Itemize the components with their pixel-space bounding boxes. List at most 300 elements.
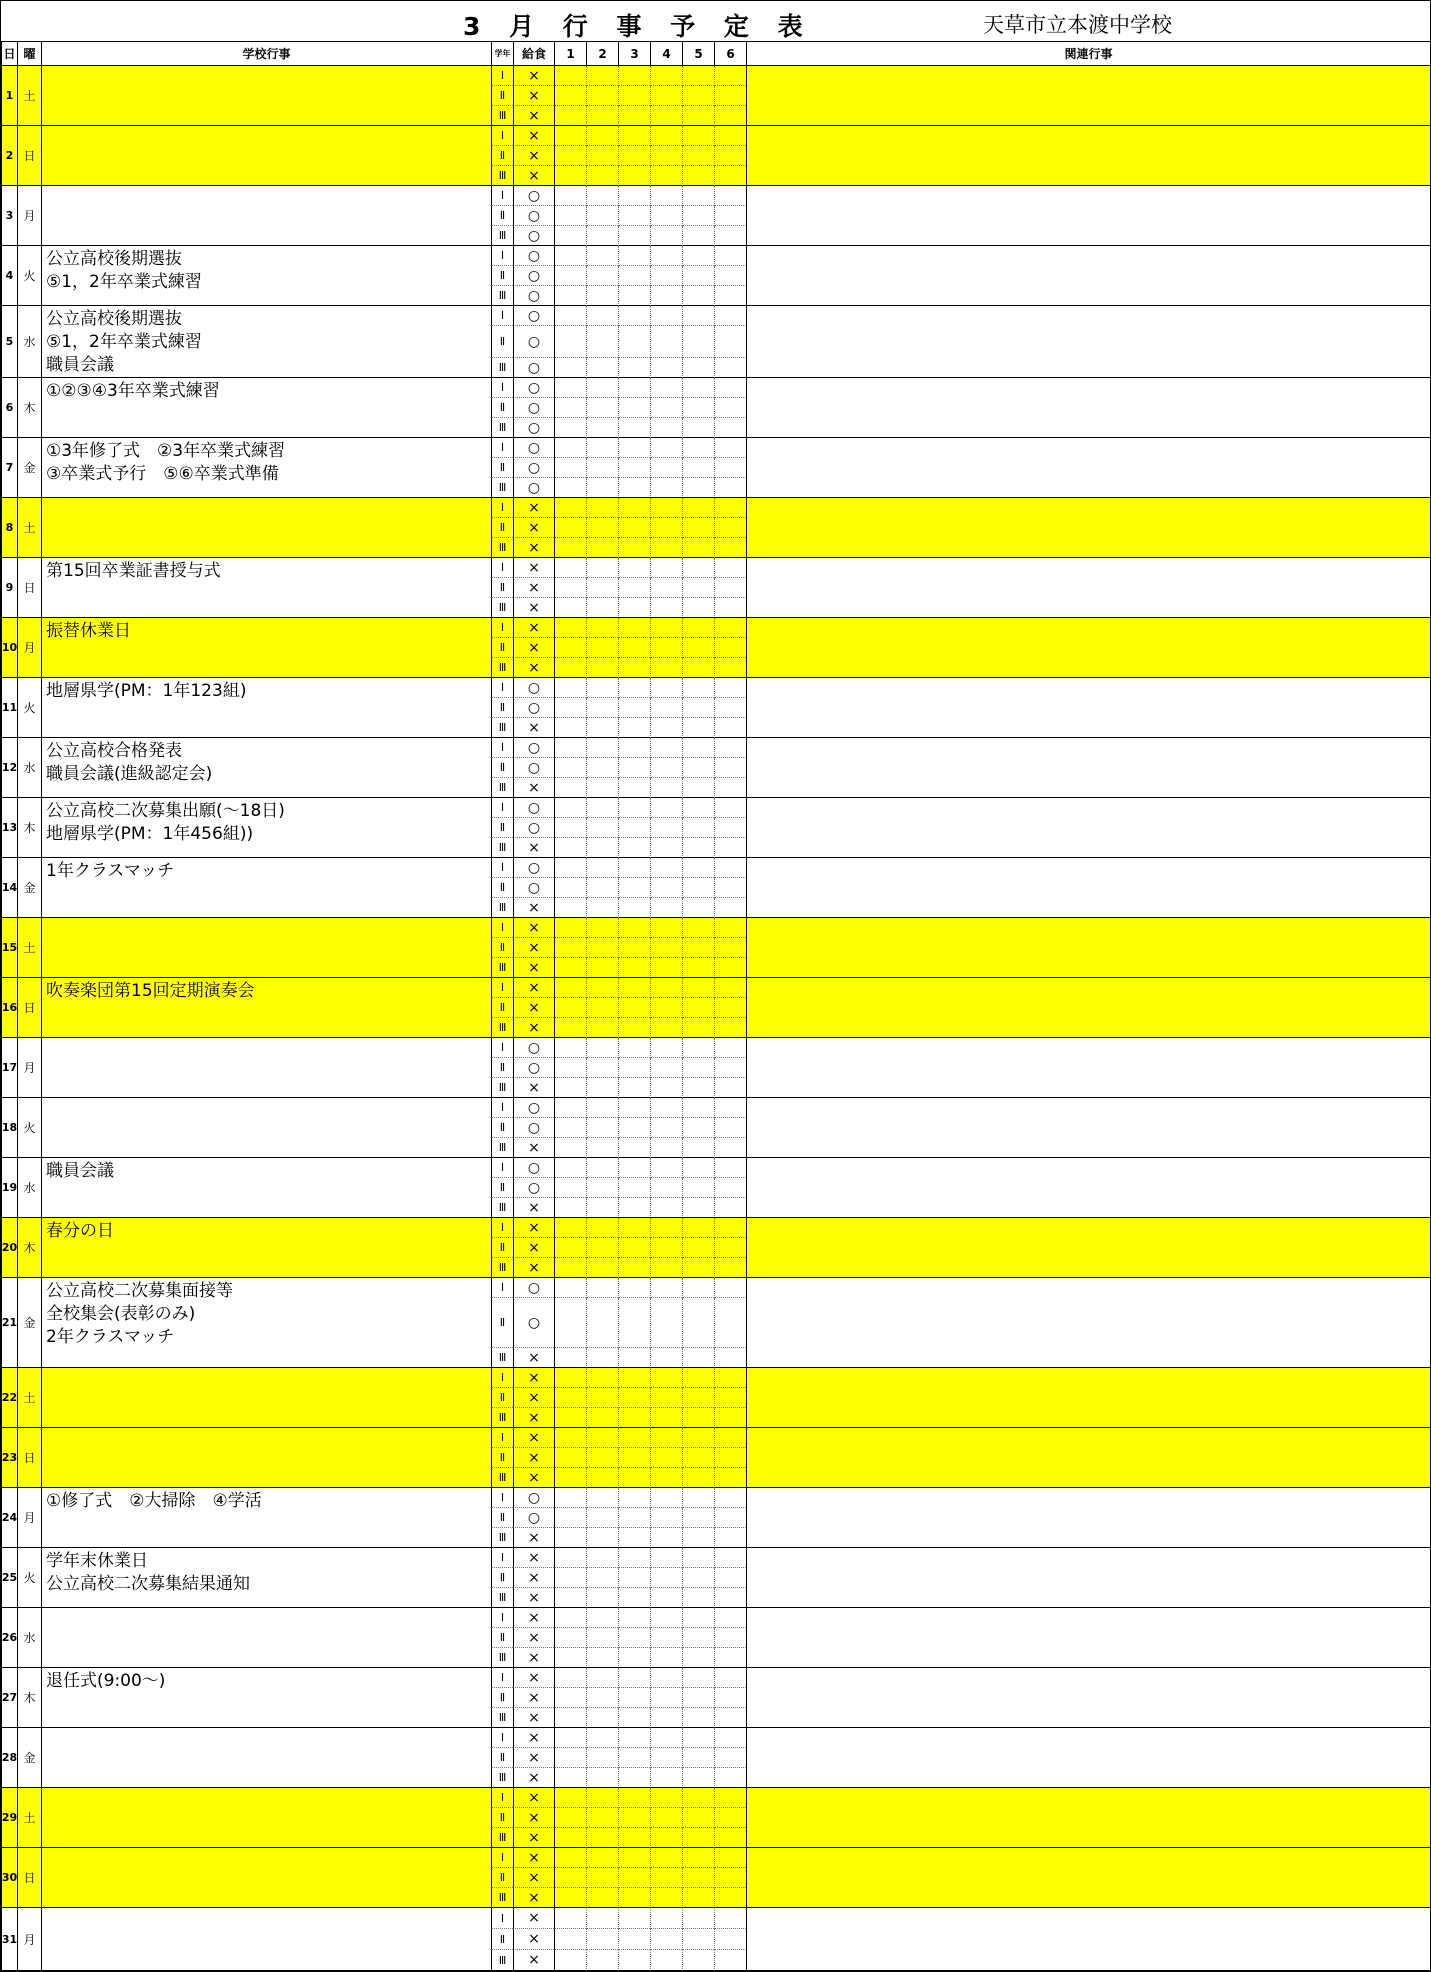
period-2-cell [586,1648,618,1668]
period-3-cell [618,798,650,818]
period-6-cell [714,658,746,678]
period-1-cell [554,558,586,578]
period-3-cell [618,1218,650,1238]
grade-label: Ⅰ [500,1611,505,1624]
grade-label: Ⅲ [498,481,507,494]
meal-cell [513,698,554,718]
period-2-cell [586,1508,618,1528]
period-6-cell [714,1788,746,1808]
grade-label: Ⅱ [499,1451,506,1464]
grade-label: Ⅰ [500,69,505,82]
period-6-cell [714,1929,746,1950]
period-2-cell [586,1198,618,1218]
period-1-cell [554,166,586,186]
period-4-cell [650,146,682,166]
meal-status: × [528,1569,540,1586]
period-2-cell [586,1868,618,1888]
period-4-cell [650,226,682,246]
meal-cell [513,1648,554,1668]
school-events-cell [41,918,491,978]
meal-status: × [528,1589,540,1606]
meal-cell [513,1368,554,1388]
related-events-cell [746,678,1430,738]
period-2-cell [586,478,618,498]
day-number: 24 [1,1511,17,1524]
period-2-cell [586,1218,618,1238]
period-6-cell [714,1708,746,1728]
period-5-cell [682,518,714,538]
weekday-label: 月 [23,209,36,223]
period-5-cell [682,658,714,678]
grade-label-cell [491,1238,513,1258]
meal-status: ○ [527,1119,541,1136]
grade-label-cell [491,1728,513,1748]
period-4-cell [650,1078,682,1098]
grade-label-cell [491,1568,513,1588]
meal-cell [513,518,554,538]
period-5-cell [682,1688,714,1708]
meal-cell [513,1868,554,1888]
meal-status: × [528,1952,540,1968]
period-6-cell [714,1198,746,1218]
grade-label-cell [491,286,513,306]
period-4-cell [650,678,682,698]
period-3-cell [618,1868,650,1888]
related-events-cell [746,246,1430,306]
meal-status: ○ [527,819,541,836]
period-2-cell [586,838,618,858]
grade-label-cell [491,418,513,438]
weekday-cell [17,1158,41,1218]
period-4-cell [650,1348,682,1368]
period-5-cell [682,1708,714,1728]
weekday-cell [17,618,41,678]
period-3-cell [618,226,650,246]
grade-label-cell [491,1808,513,1828]
period-3-cell [618,1278,650,1298]
period-6-cell [714,1058,746,1078]
period-4-cell [650,1768,682,1788]
day-number-cell [1,1848,17,1908]
related-events-cell [746,306,1430,378]
period-2-cell [586,166,618,186]
period-2-cell [586,1608,618,1628]
period-6-cell [714,1588,746,1608]
period-4-cell [650,126,682,146]
period-3-cell [618,1929,650,1950]
weekday-cell [17,1848,41,1908]
period-6-cell [714,166,746,186]
period-6-cell [714,618,746,638]
school-event: 1年クラスマッチ [46,861,175,881]
grade-label: Ⅲ [498,1953,507,1967]
period-3-cell [618,1950,650,1971]
period-3-cell [618,1508,650,1528]
period-5-cell [682,1768,714,1788]
meal-status: × [528,127,540,144]
meal-cell [513,938,554,958]
period-4-cell [650,598,682,618]
meal-cell [513,1788,554,1808]
weekday-label: 日 [23,149,36,163]
related-events-cell [746,558,1430,618]
period-4-cell [650,418,682,438]
day-number: 31 [1,1932,17,1946]
meal-status: × [528,1789,540,1806]
period-4-cell [650,106,682,126]
meal-cell [513,778,554,798]
period-3-cell [618,1748,650,1768]
meal-status: ○ [527,227,541,244]
period-1-cell [554,978,586,998]
period-3-cell [618,758,650,778]
period-3-cell [618,838,650,858]
period-1-cell [554,1018,586,1038]
grade-label-cell [491,918,513,938]
period-4-cell [650,538,682,558]
related-events-cell [746,498,1430,558]
meal-cell [513,1929,554,1950]
period-4-cell [650,558,682,578]
grade-label: Ⅰ [500,1791,505,1804]
period-3-cell [618,978,650,998]
grade-label-cell [491,978,513,998]
school-events-cell [41,1488,491,1548]
school-event: 全校集会(表彰のみ) [46,1304,196,1324]
meal-status: × [528,1729,540,1746]
related-events-cell [746,1158,1430,1218]
period-6-cell [714,266,746,286]
school-event: 退任式(9:00～) [46,1671,166,1691]
period-3-cell [618,1528,650,1548]
related-events-cell [746,1098,1430,1158]
school-event: ①修了式 ②大掃除 ④学活 [46,1491,262,1511]
period-4-cell [650,1929,682,1950]
grade-label: Ⅱ [499,701,506,714]
period-3-cell [618,418,650,438]
related-events-cell [746,378,1430,438]
period-4-cell [650,1018,682,1038]
period-4-cell [650,1628,682,1648]
period-2-cell [586,1448,618,1468]
meal-status: × [528,1429,540,1446]
period-1-cell [554,1788,586,1808]
period-3-cell [618,538,650,558]
grade-label-cell [491,598,513,618]
period-5-cell [682,1158,714,1178]
grade-label-cell [491,878,513,898]
school-event: 地層県学(PM：1年123組) [46,681,247,701]
meal-status: × [528,1239,540,1256]
meal-cell [513,266,554,286]
period-5-cell [682,1929,714,1950]
meal-cell [513,1568,554,1588]
grade-label-cell [491,898,513,918]
grade-label-cell [491,106,513,126]
school-events-cell [41,186,491,246]
school-events-cell [41,738,491,798]
grade-label-cell [491,246,513,266]
day-number-cell [1,126,17,186]
meal-status: × [528,1709,540,1726]
period-1-cell [554,1908,586,1929]
period-5-cell [682,146,714,166]
meal-cell [513,958,554,978]
period-5-cell [682,938,714,958]
school-events-cell [41,618,491,678]
meal-status: × [528,959,540,976]
period-3-cell [618,718,650,738]
meal-cell [513,1950,554,1971]
grade-label: Ⅱ [499,1631,506,1644]
school-event: 学年末休業日 [46,1551,148,1571]
period-4-cell [650,206,682,226]
meal-status: × [528,1749,540,1766]
period-5-cell [682,758,714,778]
period-5-cell [682,358,714,378]
grade-label: Ⅰ [500,189,505,202]
period-1-cell [554,1848,586,1868]
meal-cell [513,1408,554,1428]
school-events-cell [41,858,491,918]
grade-label-cell [491,358,513,378]
meal-cell [513,558,554,578]
weekday-cell [17,558,41,618]
school-events-cell [41,1668,491,1728]
period-2-cell [586,246,618,266]
day-number: 23 [1,1451,17,1464]
period-6-cell [714,578,746,598]
meal-status: × [528,1931,540,1947]
day-number-cell [1,918,17,978]
meal-cell [513,1728,554,1748]
period-4-cell [650,1828,682,1848]
grade-label-cell [491,1078,513,1098]
period-4-cell [650,166,682,186]
period-3-cell [618,1408,650,1428]
period-4-cell [650,1118,682,1138]
period-2-cell [586,1888,618,1908]
period-3-cell [618,638,650,658]
day-number: 26 [1,1631,17,1644]
school-events-cell [41,438,491,498]
grade-label: Ⅰ [500,1101,505,1114]
meal-cell [513,1348,554,1368]
period-3-cell [618,1078,650,1098]
grade-label-cell [491,186,513,206]
grade-label: Ⅰ [500,1161,505,1174]
period-5-cell [682,1868,714,1888]
period-2-cell [586,306,618,326]
meal-cell [513,146,554,166]
grade-label: Ⅲ [498,1591,507,1604]
grade-label: Ⅰ [500,861,505,874]
period-5-cell [682,458,714,478]
meal-status: ○ [527,879,541,896]
meal-status: × [528,1409,540,1426]
meal-status: × [528,499,540,516]
period-2-cell [586,1298,618,1348]
period-6-cell [714,286,746,306]
period-4-cell [650,1178,682,1198]
grade-label-cell [491,1828,513,1848]
period-2-cell [586,1018,618,1038]
grade-label-cell [491,638,513,658]
period-4-cell [650,938,682,958]
period-1-cell [554,678,586,698]
period-1-cell [554,1218,586,1238]
period-3-cell [618,1788,650,1808]
grade-label-cell [491,1428,513,1448]
period-6-cell [714,438,746,458]
period-2-cell [586,1708,618,1728]
period-2-cell [586,1768,618,1788]
period-2-cell [586,326,618,358]
day-number-cell [1,306,17,378]
grade-label: Ⅱ [499,1571,506,1584]
period-5-cell [682,1468,714,1488]
grade-label-cell [491,798,513,818]
period-6-cell [714,1608,746,1628]
grade-label: Ⅲ [498,901,507,914]
period-5-cell [682,1950,714,1971]
weekday-cell [17,126,41,186]
period-4-cell [650,1238,682,1258]
meal-cell [513,1708,554,1728]
day-number: 11 [1,701,17,714]
school-events-cell [41,798,491,858]
period-2-cell [586,1158,618,1178]
period-2-cell [586,538,618,558]
grade-label-cell [491,558,513,578]
school-events-cell [41,1278,491,1368]
meal-status: × [528,639,540,656]
school-events-cell [41,378,491,438]
period-3-cell [618,678,650,698]
meal-status: × [528,1079,540,1096]
meal-cell [513,1428,554,1448]
period-1-cell [554,538,586,558]
meal-status: × [528,1219,540,1236]
day-number-cell [1,1368,17,1428]
meal-status: × [528,579,540,596]
meal-cell [513,226,554,246]
grade-label: Ⅲ [498,1711,507,1724]
weekday-cell [17,1608,41,1668]
period-5-cell [682,638,714,658]
grade-label: Ⅱ [499,401,506,414]
period-1-cell [554,1588,586,1608]
period-3-cell [618,1198,650,1218]
page-title: 3 月 行 事 予 定 表 [463,12,813,41]
day-number: 1 [5,89,14,102]
school-event: 地層県学(PM：1年456組)) [46,824,254,844]
grade-label-cell [491,1508,513,1528]
period-6-cell [714,1568,746,1588]
meal-cell [513,166,554,186]
weekday-label: 木 [23,821,36,835]
period-2-cell [586,1058,618,1078]
period-4-cell [650,738,682,758]
day-number-cell [1,678,17,738]
meal-cell [513,918,554,938]
period-2-cell [586,66,618,86]
day-number-cell [1,438,17,498]
weekday-cell [17,1488,41,1548]
period-5-cell [682,1098,714,1118]
period-6-cell [714,246,746,266]
period-4-cell [650,1198,682,1218]
meal-cell [513,838,554,858]
meal-cell [513,1628,554,1648]
meal-cell [513,618,554,638]
period-2-cell [586,938,618,958]
grade-label-cell [491,1708,513,1728]
period-4-cell [650,398,682,418]
meal-status: ○ [527,187,541,204]
grade-label: Ⅲ [498,109,507,122]
meal-cell [513,1448,554,1468]
period-3-cell [618,1628,650,1648]
meal-status: ○ [527,307,541,324]
period-1-cell [554,1348,586,1368]
period-5-cell [682,1078,714,1098]
meal-status: ○ [527,1039,541,1056]
day-number-cell [1,798,17,858]
grade-label-cell [491,778,513,798]
weekday-label: 土 [23,941,36,955]
period-3-cell [618,1828,650,1848]
period-3-cell [618,1298,650,1348]
period-3-cell [618,578,650,598]
day-number-cell [1,1098,17,1158]
related-events-cell [746,1668,1430,1728]
period-5-cell [682,1828,714,1848]
period-2-cell [586,758,618,778]
grade-label-cell [491,126,513,146]
grade-label: Ⅲ [498,1201,507,1214]
header-period-6: 6 [714,41,746,66]
period-1-cell [554,1098,586,1118]
period-6-cell [714,326,746,358]
period-5-cell [682,1888,714,1908]
period-6-cell [714,378,746,398]
period-4-cell [650,498,682,518]
period-4-cell [650,1468,682,1488]
period-3-cell [618,1608,650,1628]
day-number: 8 [5,521,14,534]
period-1-cell [554,286,586,306]
meal-cell [513,998,554,1018]
meal-cell [513,1098,554,1118]
weekday-label: 木 [23,1241,36,1255]
grade-label-cell [491,498,513,518]
period-6-cell [714,1098,746,1118]
grade-label-cell [491,1888,513,1908]
grade-label: Ⅱ [499,1691,506,1704]
period-1-cell [554,1158,586,1178]
school-events-cell [41,1728,491,1788]
period-5-cell [682,1218,714,1238]
meal-status: ○ [527,333,541,350]
grade-label-cell [491,518,513,538]
period-2-cell [586,1038,618,1058]
meal-cell [513,738,554,758]
period-6-cell [714,1868,746,1888]
period-3-cell [618,858,650,878]
period-5-cell [682,1278,714,1298]
period-6-cell [714,1888,746,1908]
